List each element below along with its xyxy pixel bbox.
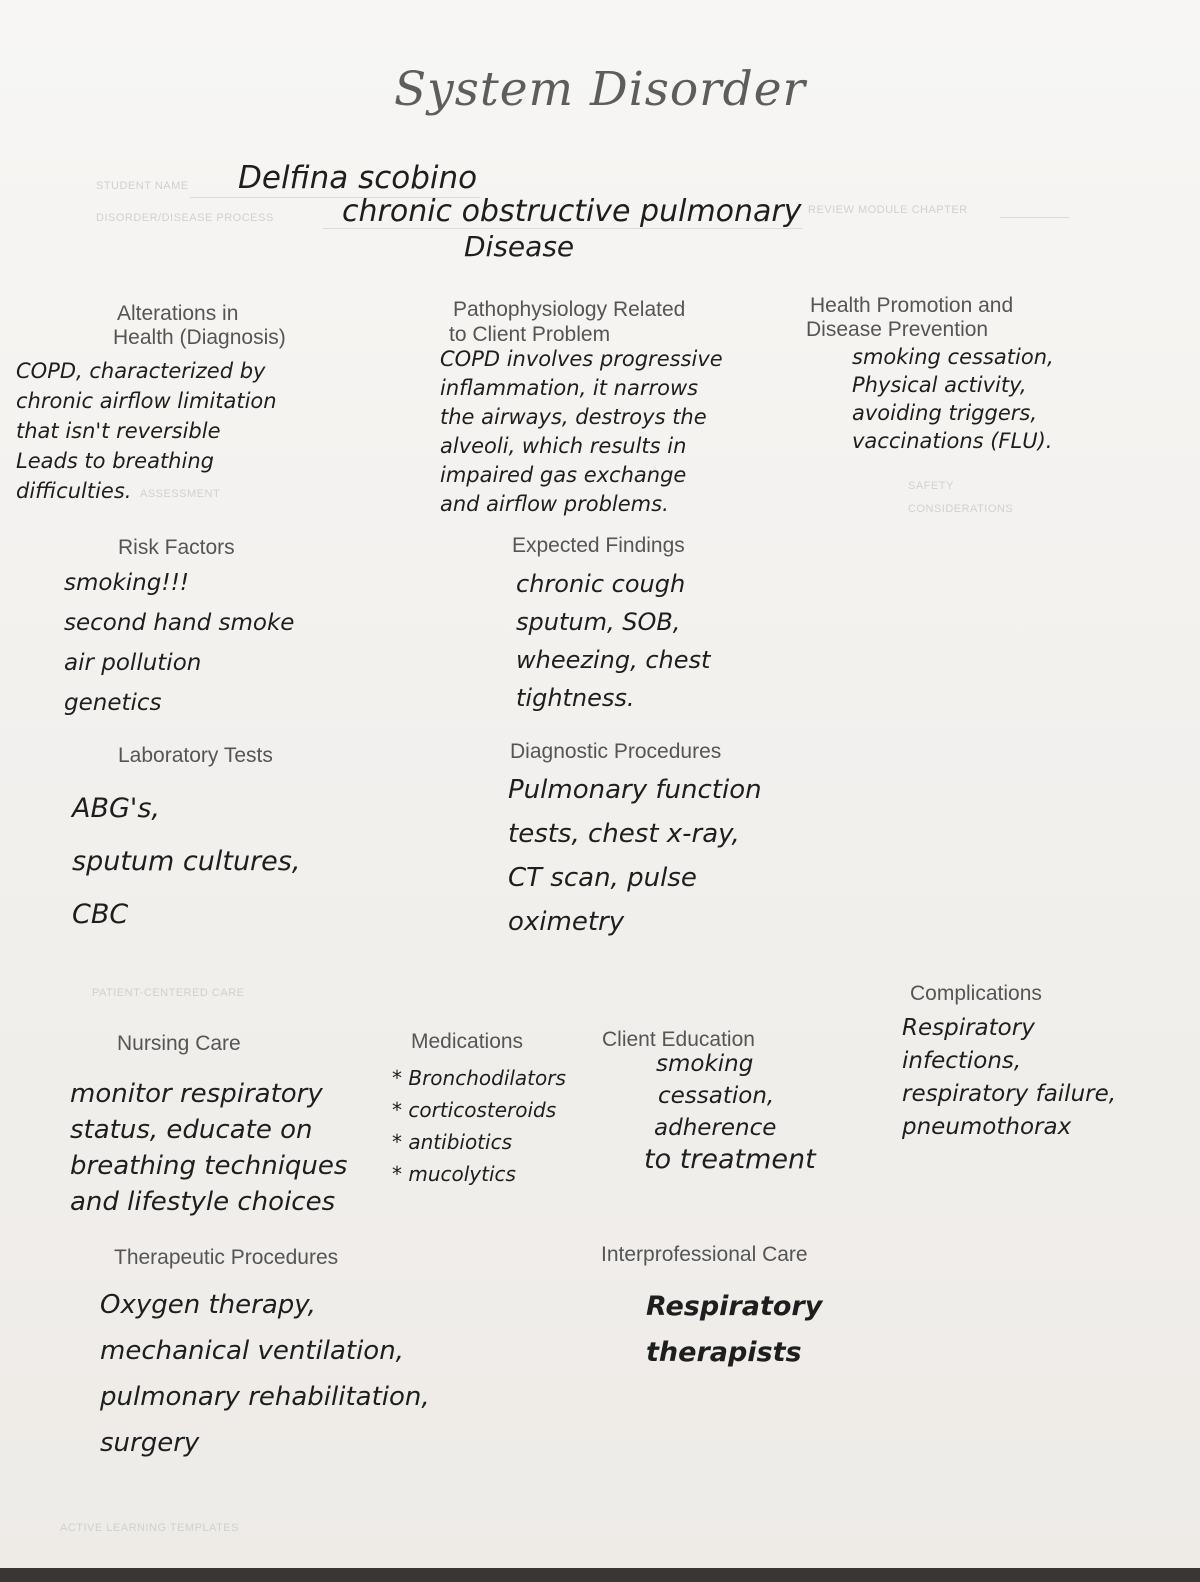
alterations-label-line1: Alterations in bbox=[117, 302, 239, 325]
note-line: cessation, bbox=[658, 1083, 775, 1109]
disorder-value-line2: Disease bbox=[464, 230, 575, 263]
note-line: Physical activity, bbox=[852, 373, 1027, 397]
health-promotion-label-line2: Disease Prevention bbox=[806, 318, 989, 341]
health-promotion-notes bbox=[852, 343, 1054, 455]
page-bottom-edge bbox=[0, 1568, 1200, 1582]
note-line: chronic cough bbox=[516, 570, 686, 598]
note-line: and airflow problems. bbox=[440, 492, 669, 516]
note-line: COPD, characterized by bbox=[16, 359, 266, 383]
note-line: Respiratory bbox=[646, 1291, 823, 1322]
nursing-care-label: Nursing Care bbox=[117, 1032, 241, 1055]
diagnostic-procedures-notes bbox=[508, 768, 762, 944]
note-line: impaired gas exchange bbox=[440, 463, 687, 487]
note-line: genetics bbox=[64, 690, 162, 716]
footer-faint-label: ACTIVE LEARNING TEMPLATES bbox=[60, 1522, 239, 1534]
note-line: CT scan, pulse bbox=[508, 863, 697, 893]
pathophysiology-label-line1: Pathophysiology Related bbox=[453, 298, 686, 321]
note-line: * antibiotics bbox=[392, 1130, 512, 1154]
note-line: that isn't reversible bbox=[16, 419, 221, 443]
assessment-faint-label: ASSESSMENT bbox=[140, 488, 221, 500]
note-line: adherence bbox=[654, 1115, 777, 1141]
note-line: alveoli, which results in bbox=[440, 434, 687, 458]
pathophysiology-notes bbox=[440, 345, 723, 519]
student-name-label: STUDENT NAME bbox=[96, 180, 189, 192]
note-line: monitor respiratory bbox=[70, 1079, 323, 1109]
note-line: avoiding triggers, bbox=[852, 401, 1037, 425]
note-line: Leads to breathing bbox=[16, 449, 214, 473]
risk-factors-label: Risk Factors bbox=[118, 536, 235, 559]
note-line: therapists bbox=[646, 1337, 802, 1368]
note-line: Respiratory bbox=[902, 1015, 1035, 1041]
disorder-label: DISORDER/DISEASE PROCESS bbox=[96, 212, 274, 224]
note-line: tests, chest x-ray, bbox=[508, 819, 740, 849]
patient-centered-faint-label: PATIENT-CENTERED CARE bbox=[92, 987, 245, 999]
medications-label: Medications bbox=[411, 1030, 524, 1053]
note-line: inflammation, it narrows bbox=[440, 376, 699, 400]
note-line: difficulties. bbox=[16, 479, 132, 503]
expected-findings-notes bbox=[516, 565, 710, 717]
risk-factors-notes bbox=[64, 563, 294, 723]
laboratory-tests-notes bbox=[72, 782, 300, 941]
student-name-value: Delfina scobino bbox=[238, 160, 478, 196]
note-line: COPD involves progressive bbox=[440, 347, 723, 371]
client-education-notes bbox=[644, 1048, 816, 1176]
note-line: second hand smoke bbox=[64, 610, 295, 636]
medications-notes bbox=[392, 1062, 566, 1190]
nursing-care-notes bbox=[70, 1076, 347, 1220]
note-line: * mucolytics bbox=[392, 1162, 516, 1186]
client-education-label: Client Education bbox=[602, 1028, 755, 1051]
review-module-line bbox=[1000, 217, 1070, 218]
therapeutic-procedures-label: Therapeutic Procedures bbox=[114, 1246, 339, 1269]
complications-label: Complications bbox=[910, 982, 1042, 1005]
note-line: * corticosteroids bbox=[392, 1098, 557, 1122]
note-line: air pollution bbox=[64, 650, 202, 676]
note-line: status, educate on bbox=[70, 1115, 313, 1145]
note-line: CBC bbox=[72, 899, 129, 930]
expected-findings-label: Expected Findings bbox=[512, 534, 685, 557]
note-line: * Bronchodilators bbox=[392, 1066, 566, 1090]
laboratory-tests-label: Laboratory Tests bbox=[118, 744, 273, 767]
alterations-notes bbox=[16, 356, 277, 506]
review-module-label: REVIEW MODULE CHAPTER bbox=[808, 204, 968, 216]
note-line: respiratory failure, bbox=[902, 1081, 1117, 1107]
note-line: surgery bbox=[100, 1428, 200, 1458]
pathophysiology-label-line2: to Client Problem bbox=[449, 323, 611, 346]
complications-notes bbox=[902, 1012, 1116, 1144]
therapeutic-procedures-notes bbox=[100, 1282, 430, 1466]
note-line: smoking bbox=[656, 1051, 754, 1077]
note-line: sputum cultures, bbox=[72, 846, 301, 877]
page-title: System Disorder bbox=[393, 62, 807, 117]
note-line: infections, bbox=[902, 1048, 1022, 1074]
interprofessional-care-label: Interprofessional Care bbox=[601, 1243, 808, 1266]
note-line: to treatment bbox=[644, 1144, 816, 1175]
interprofessional-care-notes bbox=[646, 1284, 822, 1376]
note-line: wheezing, chest bbox=[516, 646, 711, 674]
note-line: smoking cessation, bbox=[852, 345, 1054, 369]
alterations-label-line2: Health (Diagnosis) bbox=[113, 326, 286, 349]
note-line: the airways, destroys the bbox=[440, 405, 707, 429]
safety-faint-label-line1: SAFETY bbox=[908, 480, 954, 492]
safety-faint-label-line2: CONSIDERATIONS bbox=[908, 503, 1014, 515]
diagnostic-procedures-label: Diagnostic Procedures bbox=[510, 740, 722, 763]
note-line: tightness. bbox=[516, 684, 635, 712]
disorder-value-line1: chronic obstructive pulmonary bbox=[342, 194, 802, 229]
note-line: sputum, SOB, bbox=[516, 608, 681, 636]
note-line: ABG's, bbox=[72, 793, 160, 824]
note-line: breathing techniques bbox=[70, 1151, 348, 1181]
note-line: chronic airflow limitation bbox=[16, 389, 277, 413]
note-line: mechanical ventilation, bbox=[100, 1336, 404, 1366]
note-line: vaccinations (FLU). bbox=[852, 429, 1053, 453]
note-line: pulmonary rehabilitation, bbox=[100, 1382, 430, 1412]
note-line: pneumothorax bbox=[902, 1114, 1072, 1140]
note-line: oximetry bbox=[508, 907, 625, 937]
health-promotion-label-line1: Health Promotion and bbox=[810, 294, 1014, 317]
note-line: and lifestyle choices bbox=[70, 1187, 336, 1217]
note-line: smoking!!! bbox=[64, 570, 190, 596]
note-line: Oxygen therapy, bbox=[100, 1290, 316, 1320]
note-line: Pulmonary function bbox=[508, 775, 762, 805]
